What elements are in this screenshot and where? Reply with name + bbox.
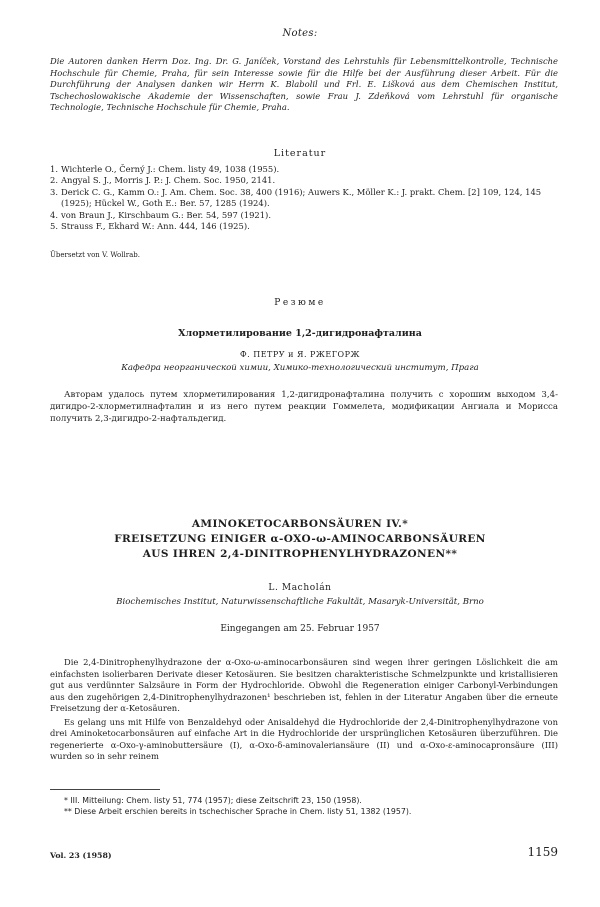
- reference-item: [50, 175, 558, 186]
- reference-number: 4.: [50, 209, 58, 220]
- article-title: [0, 517, 600, 562]
- reference-item: [50, 164, 558, 175]
- body-paragraph: Es gelang uns mit Hilfe von Benzaldehyd oder Anisaldehyd die Hydrochloride der 2,4-Dinitrophenylhydrazone von drei Aminoketocarbonsäuren auf einfache Art in die Hydrochloride der ursprünglichen Ketosäuren überzuführen. Die regenerierte α-Oxo-γ-aminobuttersäure (I), α-Oxo-δ-aminovaleriansäure (II) und α-Oxo-ε-aminocapronsäure (III) wurden so in sehr reinem: [50, 716, 558, 761]
- reference-item: [50, 187, 558, 210]
- footnote-list: [64, 795, 558, 817]
- reference-list: [50, 164, 558, 232]
- resume-heading: Резюме: [274, 298, 326, 308]
- article-affiliation: Biochemisches Institut, Naturwissenschaftliche Fakultät, Masaryk-Universität, Brno: [116, 597, 484, 607]
- reference-text: Angyal S. J., Morris J. P.: J. Chem. Soc. 1950, 2141.: [61, 175, 276, 186]
- footnote-item: ** Diese Arbeit erschien bereits in tschechischer Sprache in Chem. listy 51, 1382 (1957).: [64, 807, 412, 816]
- reference-text: von Braun J., Kirschbaum G.: Ber. 54, 597 (1921).: [61, 209, 271, 220]
- page-number: 1159: [527, 845, 558, 859]
- reference-number: 5.: [50, 221, 58, 232]
- article-title-line: AUS IHREN 2,4-DINITROPHENYLHYDRAZONEN**: [142, 548, 458, 560]
- reference-number: 2.: [50, 175, 58, 186]
- reference-item: [50, 221, 558, 232]
- reference-number: 3.: [50, 186, 58, 197]
- reference-text: Wichterle O., Černý J.: Chem. listy 49, 1038 (1955).: [61, 164, 280, 174]
- volume-label: Vol. 23 (1958): [50, 851, 112, 860]
- notes-heading: Notes:: [282, 28, 318, 39]
- acknowledgement-paragraph: Die Autoren danken Herrn Doz. Ing. Dr. G. Janíček, Vorstand des Lehrstuhls für Lebensmittelkontrolle, Technische Hochschule für Chemie, Praha, für sein Interesse sowie für die Hilfe bei der Ausführung dieser Arbeit. Für die Durchführung der Analysen danken wir Herrn K. Blabolil und Frl. E. Lišková aus dem Chemischen Institut, Tschechoslowakische Akademie der Wissenschaften, sowie Frau J. Zdeňková vom Lehrstuhl für organische Technologie, Technische Hochschule für Chemie, Praha.: [50, 56, 558, 113]
- article-body: [50, 657, 558, 765]
- article-title-line: FREISETZUNG EINIGER α-OXO-ω-AMINOCARBONSÄUREN: [114, 533, 486, 545]
- russian-summary-text: Авторам удалось путем хлорметилирования 1,2-дигидронафталина получить с хорошим выходом 3,4-дигидро-2-хлорметилнафталин и из него путем реакции Гоммелета, модификации Ангиала и Морисса получить 2,3-дигидро-2-нафтальдегид.: [50, 390, 558, 424]
- reference-number: 1.: [50, 164, 58, 174]
- article-title-line: AMINOKETOCARBONSÄUREN IV.*: [191, 518, 409, 530]
- footnote-item: * III. Mitteilung: Chem. listy 51, 774 (1957); diese Zeitschrift 23, 150 (1958).: [64, 796, 362, 805]
- russian-summary-affiliation: Кафедра неорганической химии, Химико-технологический институт, Прага: [121, 363, 479, 373]
- russian-summary-title: Хлорметилирование 1,2-дигидронафталина: [178, 328, 422, 339]
- reference-text: Strauss F., Ekhard W.: Ann. 444, 146 (1925).: [61, 221, 250, 232]
- footnote-divider: [50, 789, 160, 790]
- received-date: Eingegangen am 25. Februar 1957: [220, 624, 380, 634]
- reference-text: Derick C. G., Kamm O.: J. Am. Chem. Soc. 38, 400 (1916); Auwers K., Möller K.: J. prakt. Chem. [2] 109, 124, 145 (1925); Hückel W., Goth E.: Ber. 57, 1285 (1924).: [61, 186, 542, 209]
- article-author: L. Macholán: [268, 583, 332, 593]
- body-paragraph: Die 2,4-Dinitrophenylhydrazone der α-Oxo-ω-aminocarbonsäuren sind wegen ihrer geringen Löslichkeit die am einfachsten isolierbaren Derivate dieser Ketosäuren. Sie besitzen charakteristische Schmelzpunkte und kristallisieren gut aus verdünnter Salzsäure in Form der Hydrochloride. Obwohl die Regeneration einiger Carbonyl-Verbindungen aus den zugehörigen 2,4-Dinitrophenylhydrazonen¹ beschrieben ist, fehlen in der Literatur Angaben über die erneute Freisetzung der α-Ketosäuren.: [50, 657, 558, 713]
- literature-heading: Literatur: [273, 148, 327, 159]
- russian-summary-authors: Ф. ПЕТРУ и Я. РЖЕГОРЖ: [240, 350, 360, 359]
- reference-item: [50, 210, 558, 221]
- translator-credit: Übersetzt von V. Wollrab.: [50, 251, 140, 259]
